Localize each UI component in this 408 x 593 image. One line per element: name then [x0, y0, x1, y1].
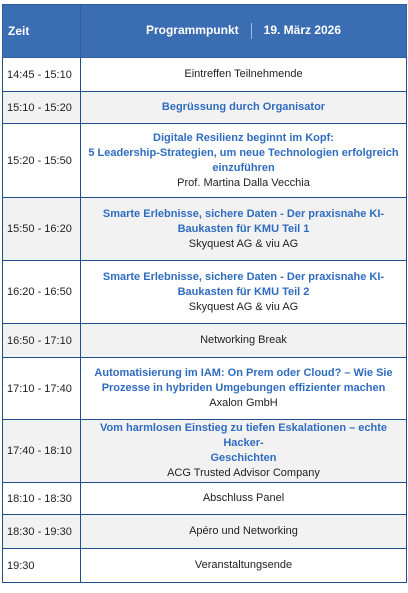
- time-cell: 16:50 - 17:10: [3, 324, 81, 358]
- header-program: [81, 5, 407, 58]
- program-cell: Abschluss Panel: [81, 483, 407, 515]
- session-title-line: einzuführen: [212, 161, 275, 174]
- program-cell: [81, 358, 407, 420]
- program-cell: [81, 92, 407, 124]
- time-cell: 18:10 - 18:30: [3, 483, 81, 515]
- header-date: 19. März 2026: [263, 23, 342, 38]
- table-row: [3, 92, 407, 124]
- time-cell: 17:10 - 17:40: [3, 358, 81, 420]
- time-cell: 16:20 - 16:50: [3, 261, 81, 324]
- table-row: [3, 324, 407, 358]
- session-title-line: Automatisierung im IAM: On Prem oder Cloud? – Wie Sie: [94, 367, 393, 379]
- header-row: [3, 5, 407, 58]
- program-cell: Veranstaltungsende: [81, 549, 407, 583]
- program-cell: Apéro und Networking: [81, 515, 407, 549]
- session-title-line: 5 Leadership-Strategien, um neue Technologien erfolgreich: [88, 146, 399, 159]
- session-speaker: Prof. Martina Dalla Vecchia: [177, 176, 310, 189]
- session-title-line: Baukasten für KMU Teil 1: [177, 222, 310, 235]
- time-cell: 15:20 - 15:50: [3, 124, 81, 198]
- program-cell: [81, 124, 407, 198]
- session-title: Begrüssung durch Organisator: [161, 101, 326, 113]
- header-program-label: Programmpunkt: [145, 23, 239, 38]
- time-cell: 18:30 - 19:30: [3, 515, 81, 549]
- session-title-line: Prozesse in hybriden Umgebungen effizienter machen: [101, 382, 386, 394]
- session-speaker: Skyquest AG & viu AG: [188, 237, 299, 250]
- table-row: [3, 124, 407, 198]
- time-cell: 17:40 - 18:10: [3, 420, 81, 483]
- table-row: [3, 358, 407, 420]
- session-title-line: Geschichten: [210, 452, 277, 464]
- time-cell: 15:10 - 15:20: [3, 92, 81, 124]
- session-speaker: ACG Trusted Advisor Company: [167, 467, 320, 479]
- session-title-line: Smarte Erlebnisse, sichere Daten - Der praxisnahe KI-: [102, 207, 385, 220]
- table-row: [3, 483, 407, 515]
- time-cell: 19:30: [3, 549, 81, 583]
- time-cell: 15:50 - 16:20: [3, 198, 81, 261]
- time-cell: 14:45 - 15:10: [3, 58, 81, 92]
- session-title-line: Baukasten für KMU Teil 2: [177, 285, 310, 298]
- session-title-line: Smarte Erlebnisse, sichere Daten - Der praxisnahe KI-: [102, 270, 385, 283]
- header-divider: [251, 23, 252, 39]
- program-cell: [81, 198, 407, 261]
- table-row: [3, 420, 407, 483]
- session-title-line: Digitale Resilienz beginnt im Kopf:: [153, 131, 334, 144]
- schedule-table: [2, 4, 407, 583]
- program-cell: Networking Break: [81, 324, 407, 358]
- program-cell: [81, 261, 407, 324]
- session-speaker: Axalon GmbH: [209, 397, 278, 409]
- program-cell: [81, 420, 407, 483]
- table-row: [3, 198, 407, 261]
- table-row: [3, 549, 407, 583]
- session-speaker: Skyquest AG & viu AG: [188, 300, 299, 313]
- table-row: [3, 261, 407, 324]
- session-title-line: Vom harmlosen Einstieg zu tiefen Eskalationen – echte Hacker-: [99, 422, 388, 449]
- program-cell: Eintreffen Teilnehmende: [81, 58, 407, 92]
- table-row: [3, 515, 407, 549]
- table-row: [3, 58, 407, 92]
- header-time: Zeit: [3, 5, 81, 58]
